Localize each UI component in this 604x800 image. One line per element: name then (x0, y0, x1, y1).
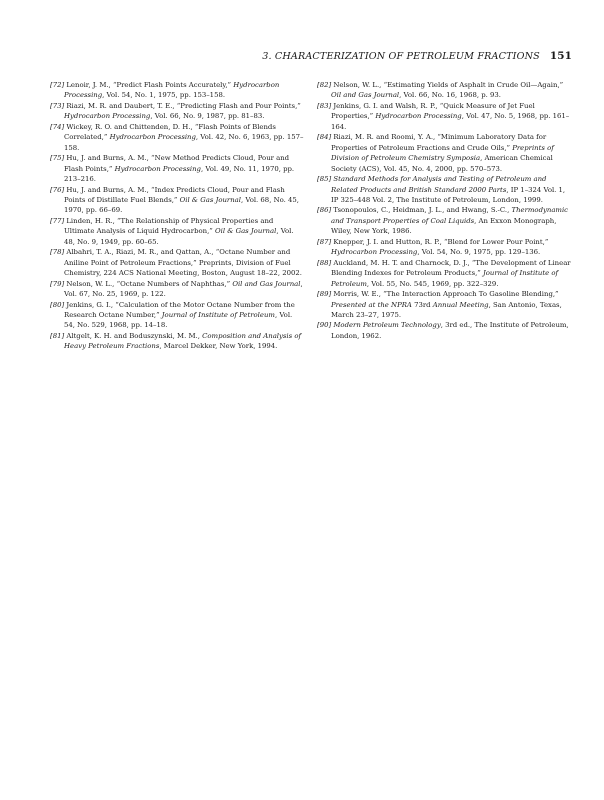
reference-entry: [81] Altgelt, K. H. and Boduszynski, M. M., Composition and Analysis of Heavy Petroleum Fractions, Marcel Dekker, New York, 1994. (50, 331, 302, 351)
reference-entry: [84] Riazi, M. R. and Roomi, Y. A., “Minimum Laboratory Data for Properties of Petroleum Fractions and Crude Oils,” Preprints of Division of Petroleum Chemistry Symposia, American Chemical Society (ACS), Vol. 45, No. 4, 2000, pp. 570–573. (317, 133, 554, 173)
reference-entry: [89] Morris, W. E., “The Interaction Approach To Gasoline Blending,” Presented at the NPRA 73rd Annual Meeting, San Antonio, Texas, March 23–27, 1975. (317, 290, 562, 319)
reference-entry: [85] Standard Methods for Analysis and Testing of Petroleum and Related Products and British Standard 2000 Parts, IP 1–324 Vol. 1, IP 325–448 Vol. 2, The Institute of Petroleum, London, 1999. (317, 175, 566, 204)
reference-entry: [80] Jenkins, G. I., “Calculation of the Motor Octane Number from the Research Octane Number,” Journal of Institute of Petroleum, Vol. 54, No. 529, 1968, pp. 14–18. (50, 300, 295, 330)
references-right-column (317, 80, 572, 341)
reference-entry: [90] Modern Petroleum Technology, 3rd ed., The Institute of Petroleum, London, 1962. (317, 321, 569, 340)
reference-entry: [88] Auckland, M. H. T. and Charnock, D. J., “The Development of Linear Blending Indexes for Petroleum Products,” Journal of Institute of Petroleum, Vol. 55, No. 545, 1969, pp. 322–329. (317, 258, 571, 288)
reference-entry: [78] Albahri, T. A., Riazi, M. R., and Qattan, A., “Octane Number and Aniline Point of Petroleum Fractions,” Preprints, Division of Fuel Chemistry, 224 ACS National Meeting, Boston, August 18–22, 2002. (50, 248, 302, 278)
reference-entry: [74] Wickey, R. O. and Chittenden, D. H., “Flash Points of Blends Correlated,” Hydrocarbon Processing, Vol. 42, No. 6, 1963, pp. 157–158. (50, 122, 304, 152)
reference-entry: [72] Lenoir, J. M., “Predict Flash Points Accurately,” Hydrocarbon Processing, Vol. 54, No. 1, 1975, pp. 153–158. (50, 81, 280, 100)
reference-entry: [83] Jenkins, G. I. and Walsh, R. P., “Quick Measure of Jet Fuel Properties,” Hydrocarbon Processing, Vol. 47, No. 5, 1968, pp. 161–164. (317, 101, 570, 131)
reference-entry: [77] Linden, H. R., “The Relationship of Physical Properties and Ultimate Analysis of Liquid Hydrocarbon,” Oil & Gas Journal, Vol. 48, No. 9, 1949, pp. 60–65. (50, 216, 294, 246)
page-number: 151 (549, 50, 572, 62)
reference-entry: [82] Nelson, W. L., “Estimating Yields of Asphalt in Crude Oil—Again,” Oil and Gas Journal, Vol. 66, No. 16, 1968, p. 93. (317, 81, 564, 100)
running-header (60, 50, 572, 68)
references-left-column (50, 80, 304, 352)
reference-entry: [87] Knepper, J. I. and Hutton, R. P., “Blend for Lower Pour Point,” Hydrocarbon Processing, Vol. 54, No. 9, 1975, pp. 129–136. (317, 237, 549, 257)
reference-entry: [73] Riazi, M. R. and Daubert, T. E., “Predicting Flash and Pour Points,” Hydrocarbon Processing, Vol. 66, No. 9, 1987, pp. 81–83. (50, 101, 301, 121)
reference-entry: [75] Hu, J. and Burns, A. M., “New Method Predicts Cloud, Pour and Flash Points,” Hydrocarbon Processing, Vol. 49, No. 11, 1970, pp. 213–216. (50, 154, 295, 184)
reference-entry: [79] Nelson, W. L., “Octane Numbers of Naphthas,” Oil and Gas Journal, Vol. 67, No. 25, 1969, p. 122. (50, 279, 303, 299)
reference-entry: [76] Hu, J. and Burns, A. M., “Index Predicts Cloud, Pour and Flash Points of Distillate Fuel Blends,” Oil & Gas Journal, Vol. 68, No. 45, 1970, pp. 66–69. (50, 185, 299, 215)
reference-entry: [86] Tsonopoulos, C., Heidman, J. L., and Hwang, S.-C., Thermodynamic and Transport Properties of Coal Liquids, An Exxon Monograph, Wiley, New York, 1986. (317, 206, 569, 236)
section-title: 3. CHARACTERIZATION OF PETROLEUM FRACTIONS (262, 51, 540, 62)
